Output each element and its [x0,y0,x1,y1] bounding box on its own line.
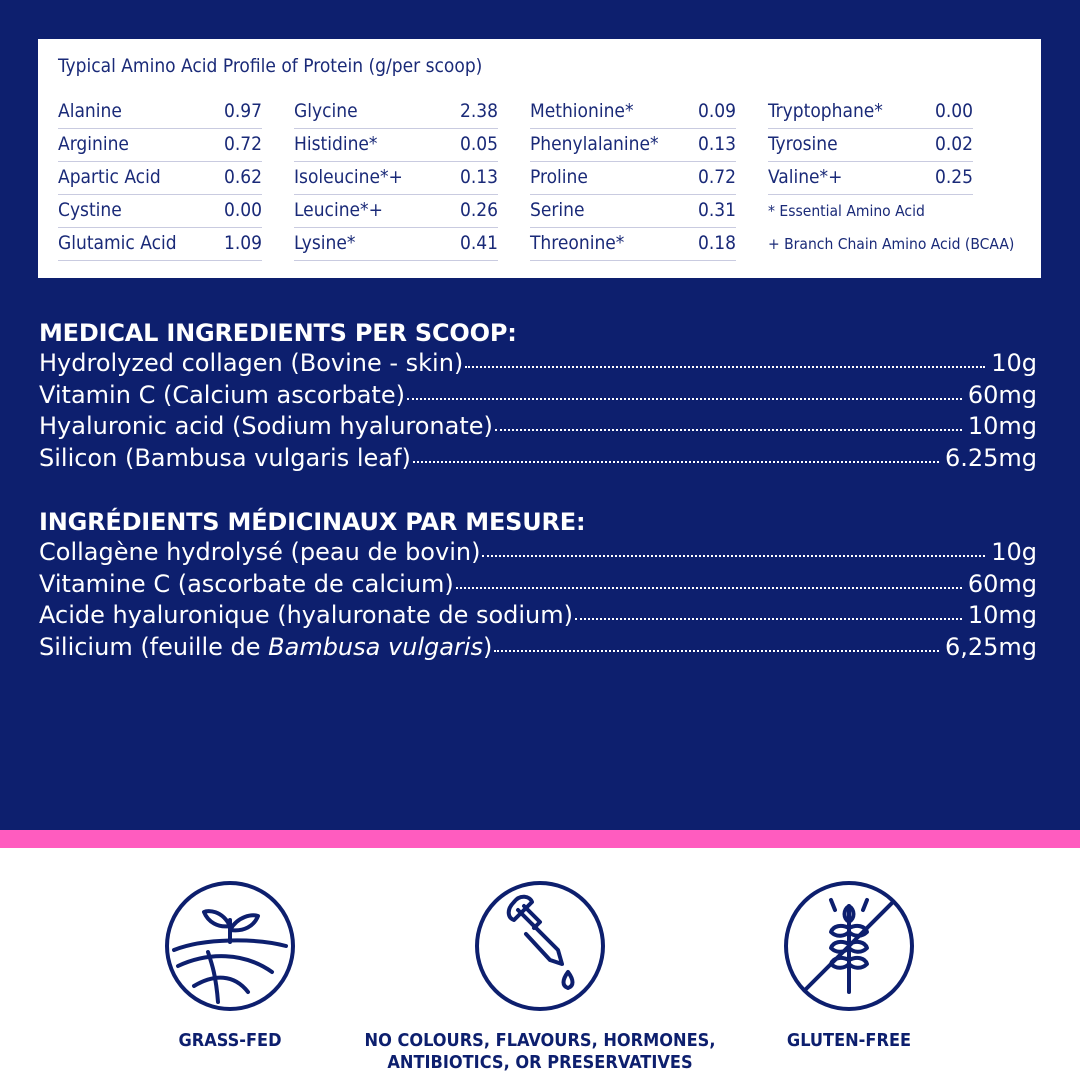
amino-name: Alanine [58,100,122,122]
amino-name: Glycine [294,100,358,122]
amino-row [58,162,262,195]
medical-ingredients-en [39,318,1037,474]
amino-value: 1.09 [223,232,262,254]
ingredient-amount: 6.25mg [944,443,1037,472]
amino-row [768,96,973,129]
amino-row [294,129,498,162]
amino-name: Apartic Acid [58,166,161,188]
amino-row [294,228,498,261]
feature-label: GRASS-FED [178,1030,282,1051]
pink-stripe [0,830,1080,848]
amino-name: Leucine*+ [294,199,383,221]
amino-acid-card [38,39,1041,278]
ingredient-row [39,537,1037,569]
ingredient-name: Collagène hydrolysé (peau de bovin) [39,538,481,566]
amino-value: 0.09 [697,100,736,122]
feature-label: GLUTEN-FREE [786,1030,912,1051]
amino-name: Proline [530,166,588,188]
ingredient-amount: 60mg [967,380,1037,409]
feature-grass-fed [50,880,410,1052]
ingredient-row [39,600,1037,632]
dot-leader [482,555,985,557]
amino-column-4 [768,96,1015,261]
ingredient-name: Silicon (Bambusa vulgaris leaf) [39,443,411,472]
dot-leader [456,587,962,589]
ingredient-name: Hyaluronic acid (Sodium hyaluronate) [39,412,493,440]
amino-name: Lysine* [294,232,356,254]
amino-row [58,195,262,228]
feature-label-line1: NO COLOURS, FLAVOURS, HORMONES, [364,1030,716,1051]
amino-column-3 [530,96,736,261]
amino-name: Cystine [58,199,122,221]
amino-row [530,96,736,129]
ingredient-amount: 10g [991,538,1037,566]
amino-value: 0.25 [934,166,973,188]
amino-value: 0.72 [223,133,262,155]
amino-value: 2.38 [459,100,498,122]
amino-row [294,162,498,195]
amino-acid-title: Typical Amino Acid Profile of Protein (g/per scoop) [58,55,483,77]
ingredient-row [39,380,1037,412]
ingredient-row [39,632,1037,664]
amino-name: Arginine [58,133,129,155]
amino-row [58,129,262,162]
ingredient-row [39,443,1037,475]
amino-value: 0.00 [223,199,262,221]
amino-value: 0.26 [459,199,498,221]
ingredient-amount: 10mg [967,412,1037,440]
ingredient-name: Vitamine C (ascorbate de calcium) [39,569,454,598]
amino-name: Methionine* [530,100,634,122]
amino-value: 0.62 [223,166,262,188]
amino-name: Histidine* [294,133,378,155]
ingredient-name-prefix: Silicium (feuille de [39,632,269,661]
amino-value: 0.02 [934,133,973,155]
amino-row [294,96,498,129]
amino-row [58,96,262,129]
amino-column-2 [294,96,498,261]
medical-ingredients-heading-fr: INGRÉDIENTS MÉDICINAUX PAR MESURE: [39,508,586,536]
amino-row [768,129,973,162]
amino-value: 0.00 [934,100,973,122]
ingredient-name: Hydrolyzed collagen (Bovine - skin) [39,349,464,377]
amino-name: Glutamic Acid [58,232,177,254]
amino-name: Isoleucine*+ [294,166,403,188]
amino-row [530,228,736,261]
ingredient-amount: 60mg [967,569,1037,598]
amino-row [768,162,973,195]
amino-row [530,195,736,228]
dot-leader [413,461,939,463]
essential-amino-note: * Essential Amino Acid [768,202,925,220]
ingredient-name [39,632,492,664]
ingredient-name-italic: Bambusa vulgaris [268,632,484,661]
dot-leader [495,429,962,431]
dot-leader [407,398,962,400]
amino-row [530,162,736,195]
ingredient-name: Vitamin C (Calcium ascorbate) [39,380,405,409]
dropper-icon [474,880,606,1012]
dot-leader [575,618,962,620]
amino-row [530,129,736,162]
feature-gluten-free [669,880,1029,1052]
grass-fed-icon [164,880,296,1012]
feature-label-line2: ANTIBIOTICS, OR PRESERVATIVES [387,1052,693,1073]
amino-name: Serine [530,199,585,221]
dot-leader [465,366,985,368]
ingredient-amount: 6,25mg [944,632,1037,661]
amino-value: 0.41 [459,232,498,254]
ingredient-name: Acide hyaluronique (hyaluronate de sodium) [39,601,574,629]
gluten-free-icon [783,880,915,1012]
ingredient-row [39,411,1037,443]
amino-name: Threonine* [530,232,625,254]
amino-value: 0.13 [697,133,736,155]
amino-name: Tryptophane* [768,100,883,122]
ingredient-name-suffix: ) [483,632,493,661]
amino-name: Phenylalanine* [530,133,659,155]
amino-row [58,228,262,261]
ingredient-amount: 10g [991,349,1037,377]
amino-name: Tyrosine [768,133,838,155]
feature-label [360,1030,720,1074]
amino-row [294,195,498,228]
feature-no-additives [360,880,720,1074]
ingredient-row [39,348,1037,380]
amino-name: Valine*+ [768,166,843,188]
bcaa-note: + Branch Chain Amino Acid (BCAA) [768,235,1015,253]
ingredient-amount: 10mg [967,601,1037,629]
amino-value: 0.97 [223,100,262,122]
medical-ingredients-fr [39,507,1037,663]
amino-value: 0.31 [697,199,736,221]
ingredient-row [39,569,1037,601]
amino-value: 0.72 [697,166,736,188]
amino-value: 0.13 [459,166,498,188]
medical-ingredients-heading: MEDICAL INGREDIENTS PER SCOOP: [39,319,517,347]
amino-value: 0.18 [697,232,736,254]
amino-value: 0.05 [459,133,498,155]
amino-column-1 [58,96,262,261]
dot-leader [494,650,939,652]
